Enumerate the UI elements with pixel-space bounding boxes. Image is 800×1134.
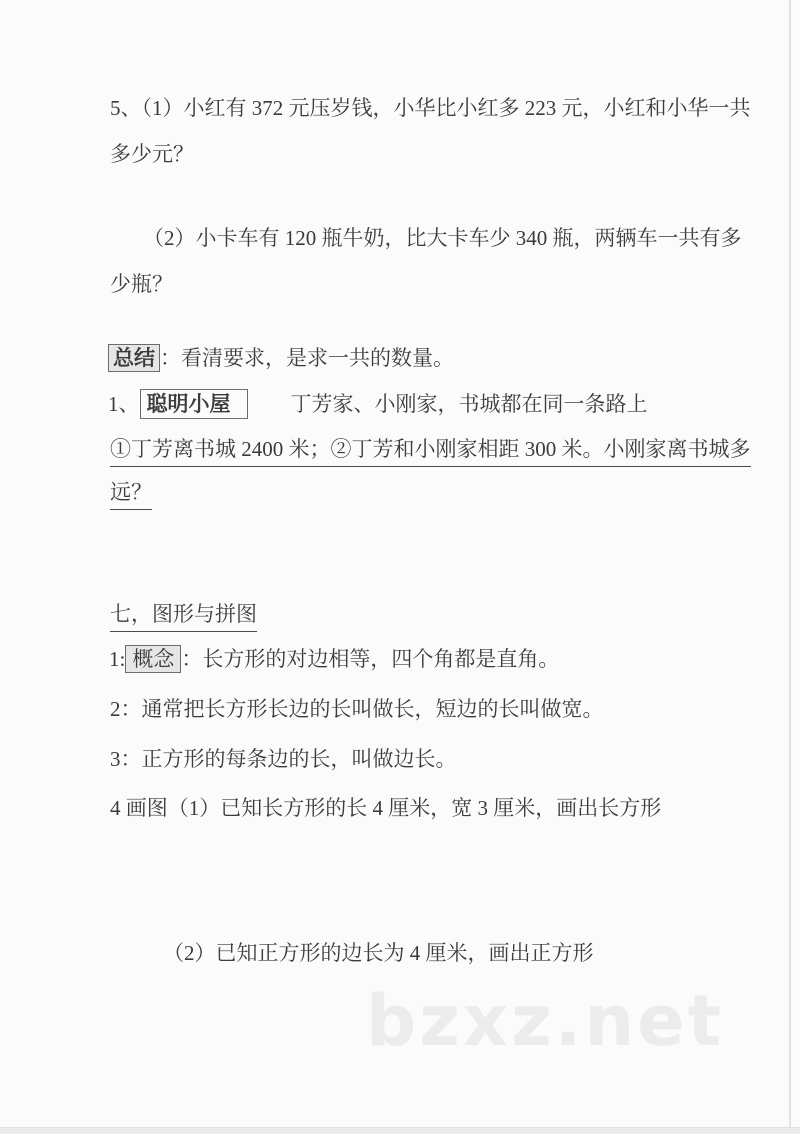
- smart-house-keyword-box: 聪明小屋: [140, 389, 248, 419]
- page-right-edge-line: [789, 0, 791, 1134]
- site-watermark: bzxz.net: [366, 980, 725, 1062]
- section7-item1-line: [109, 644, 559, 674]
- smart-house-intro: 丁芳家、小刚家，书城都在同一条路上: [290, 392, 648, 416]
- section7-item4-line2: （2）已知正方形的边长为 4 厘米，画出正方形: [163, 941, 594, 965]
- smart-house-question-text1: ①丁芳离书城 2400 米；②丁芳和小刚家相距 300 米。小刚家离书城多: [110, 436, 751, 467]
- smart-house-question-line2: [110, 477, 152, 510]
- smart-house-line: [108, 389, 648, 419]
- section7-item2-line: 2：通常把长方形长边的长叫做长，短边的长叫做宽。: [110, 697, 604, 721]
- concept-keyword-box: 概念: [125, 645, 181, 673]
- section7-item3-line: 3：正方形的每条边的长，叫做边长。: [110, 747, 457, 771]
- section7-item1-number: 1:: [109, 647, 126, 671]
- section7-heading-line: [110, 599, 257, 632]
- page-bottom-strip: [0, 1127, 800, 1134]
- problem5-part1-line2: 多少元？: [110, 142, 194, 166]
- smart-house-question-line1: [110, 434, 751, 467]
- summary-line: [108, 343, 454, 373]
- smart-house-number: 1、: [108, 392, 140, 416]
- problem5-part2-line1: （2）小卡车有 120 瓶牛奶，比大卡车少 340 瓶，两辆车一共有多: [143, 226, 742, 250]
- problem5-part2-line2: 少瓶？: [110, 272, 173, 296]
- section7-item4-line1: 4 画图（1）已知长方形的长 4 厘米，宽 3 厘米，画出长方形: [110, 796, 662, 820]
- summary-text: ：看清要求，是求一共的数量。: [160, 346, 454, 370]
- problem5-part1-line1: 5、（1）小红有 372 元压岁钱，小华比小红多 223 元，小红和小华一共: [110, 96, 751, 120]
- section7-heading: 七，图形与拼图: [110, 601, 257, 632]
- section7-item1-text: ：长方形的对边相等，四个角都是直角。: [181, 647, 560, 671]
- smart-house-question-text2: 远？: [110, 479, 152, 510]
- summary-keyword-box: 总结: [108, 344, 160, 372]
